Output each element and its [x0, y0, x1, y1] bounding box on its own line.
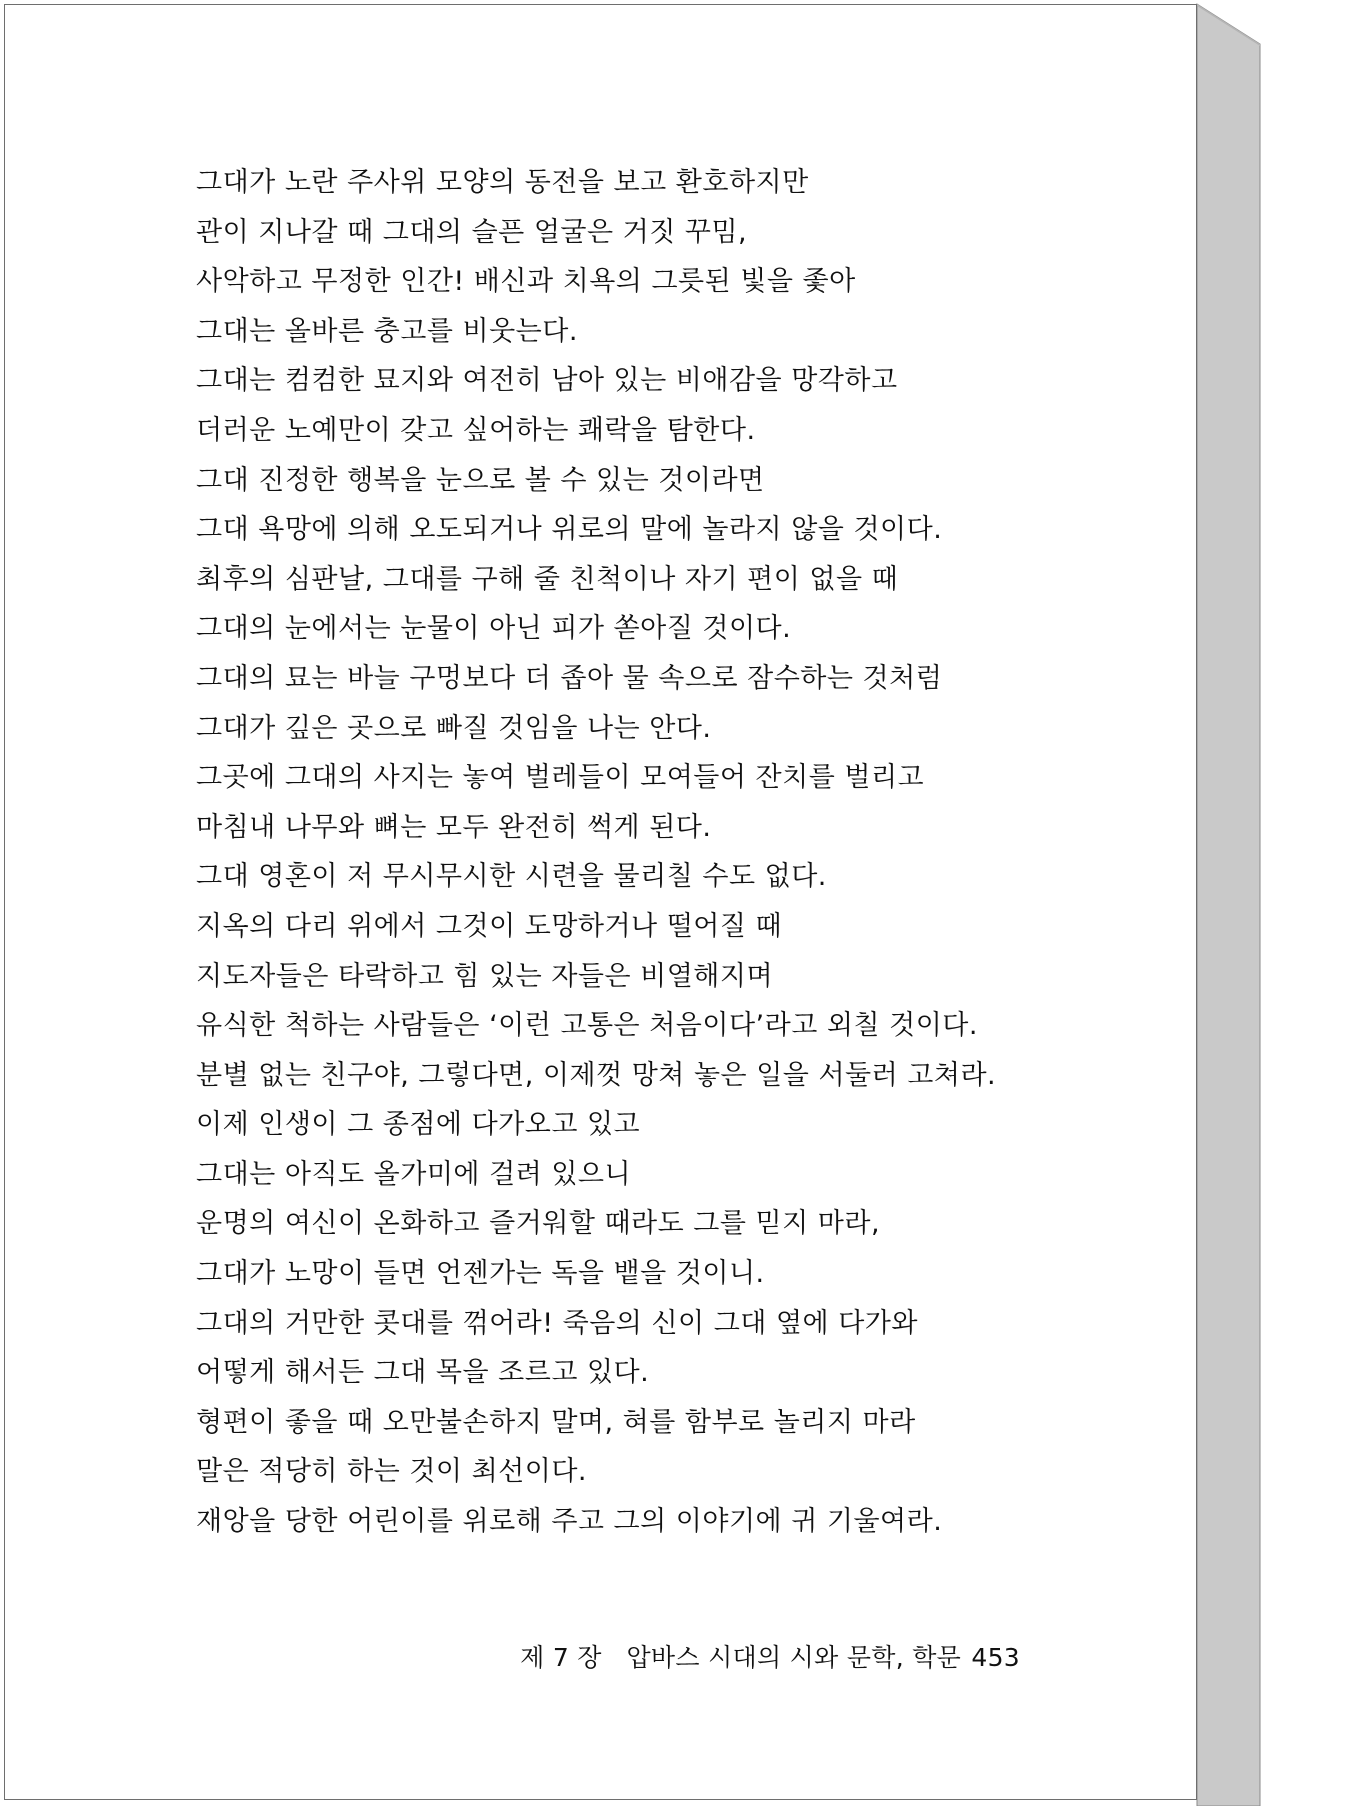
poem-line: 운명의 여신이 온화하고 즐거워할 때라도 그를 믿지 마라, — [196, 1208, 881, 1240]
poem-line: 분별 없는 친구야, 그렇다면, 이제껏 망쳐 놓은 일을 서둘러 고쳐라. — [196, 1059, 997, 1091]
poem-line: 이제 인생이 그 종점에 다가오고 있고 — [196, 1109, 641, 1141]
poem-line: 형편이 좋을 때 오만불손하지 말며, 혀를 함부로 놀리지 마라 — [196, 1406, 916, 1438]
running-footer — [520, 1638, 1020, 1674]
poem-line: 말은 적당히 하는 것이 최선이다. — [196, 1456, 587, 1488]
poem-line: 최후의 심판날, 그대를 구해 줄 친척이나 자기 편이 없을 때 — [196, 563, 899, 595]
poem-line: 그대가 깊은 곳으로 빠질 것임을 나는 안다. — [196, 712, 712, 744]
chapter-title: 압바스 시대의 시와 문학, 학문 — [626, 1643, 962, 1672]
poem-line: 그대 영혼이 저 무시무시한 시련을 물리칠 수도 없다. — [196, 861, 827, 893]
poem-line: 재앙을 당한 어린이를 위로해 주고 그의 이야기에 귀 기울여라. — [196, 1506, 943, 1538]
poem-line: 그대가 노망이 들면 언젠가는 독을 뱉을 것이니. — [196, 1258, 765, 1290]
poem-line: 어떻게 해서든 그대 목을 조르고 있다. — [196, 1357, 650, 1389]
poem-line: 그대가 노란 주사위 모양의 동전을 보고 환호하지만 — [196, 167, 809, 198]
poem-line: 더러운 노예만이 갖고 싶어하는 쾌락을 탐한다. — [196, 414, 756, 446]
poem-line: 마침내 나무와 뼈는 모두 완전히 썩게 된다. — [196, 811, 712, 843]
poem-line: 유식한 척하는 사람들은 ‘이런 고통은 처음이다’라고 외칠 것이다. — [196, 1010, 978, 1042]
page-number: 453 — [971, 1643, 1020, 1672]
poem-line: 그대의 묘는 바늘 구멍보다 더 좁아 물 속으로 잠수하는 것처럼 — [196, 662, 943, 694]
chapter-label: 제 7 장 — [520, 1643, 602, 1672]
poem-line: 지옥의 다리 위에서 그것이 도망하거나 떨어질 때 — [196, 910, 783, 942]
poem-line: 그대의 거만한 콧대를 꺾어라! 죽음의 신이 그대 옆에 다가와 — [196, 1307, 918, 1339]
poem-line: 그곳에 그대의 사지는 놓여 벌레들이 모여들어 잔치를 벌리고 — [196, 762, 925, 794]
poem-text — [196, 158, 1156, 1547]
poem-line: 그대 진정한 행복을 눈으로 볼 수 있는 것이라면 — [196, 464, 765, 496]
poem-line: 그대 욕망에 의해 오도되거나 위로의 말에 놀라지 않을 것이다. — [196, 514, 943, 546]
poem-line: 그대는 아직도 올가미에 걸려 있으니 — [196, 1158, 632, 1190]
poem-line: 그대는 올바른 충고를 비웃는다. — [196, 315, 578, 347]
poem-line: 그대의 눈에서는 눈물이 아닌 피가 쏟아질 것이다. — [196, 613, 792, 645]
poem-line: 지도자들은 타락하고 힘 있는 자들은 비열해지며 — [196, 960, 774, 992]
poem-line: 그대는 컴컴한 묘지와 여전히 남아 있는 비애감을 망각하고 — [196, 365, 898, 397]
poem-line: 사악하고 무정한 인간! 배신과 치욕의 그릇된 빛을 좇아 — [196, 266, 856, 298]
poem-line: 관이 지나갈 때 그대의 슬픈 얼굴은 거짓 꾸밈, — [196, 216, 748, 248]
